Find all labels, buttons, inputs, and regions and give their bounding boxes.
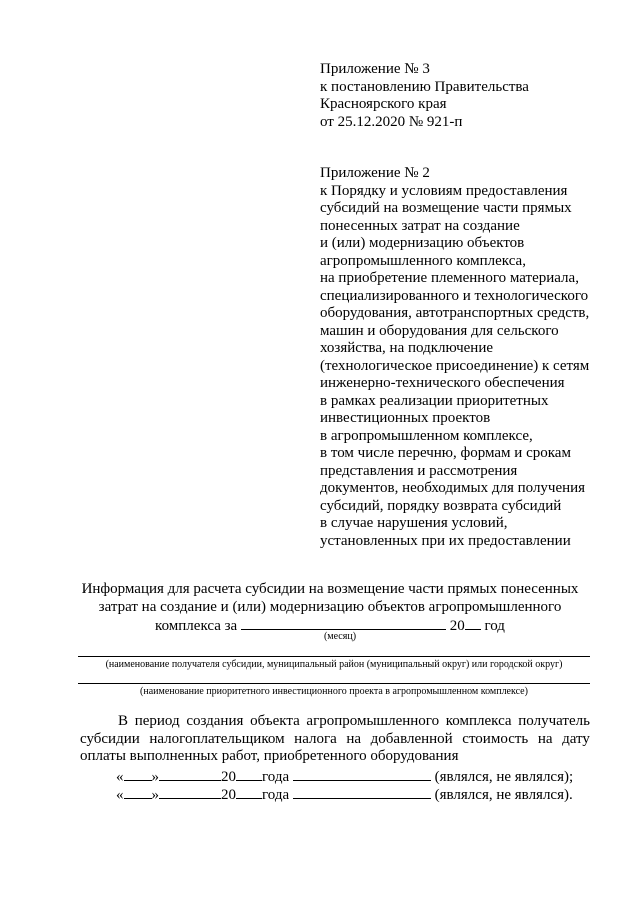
paragraph-word: комплекса xyxy=(445,713,512,729)
document-title xyxy=(60,580,600,635)
annex-2-line-3: субсидий на возмещение части прямых xyxy=(320,200,572,216)
open-quote: « xyxy=(116,787,124,803)
date-line-2 xyxy=(116,785,573,805)
annex-2-line-18: представления и рассмотрения xyxy=(320,462,518,479)
paragraph-word: на xyxy=(346,730,362,747)
paragraph-line-1 xyxy=(80,713,590,731)
month-blank xyxy=(241,616,446,630)
annex-3-line-3: Красноярского края xyxy=(320,96,447,112)
year-word: года xyxy=(262,769,290,785)
paragraph-word: налогоплательщиком xyxy=(149,730,285,747)
body-paragraph xyxy=(80,713,590,766)
year-blank xyxy=(236,785,262,799)
annex-2-line-19: документов, необходимых для получения xyxy=(320,480,586,496)
paragraph-word: стоимость xyxy=(462,730,529,747)
paragraph-word: создания xyxy=(186,713,244,729)
title-line-1: Информация для расчета субсидии на возмещение части прямых понесенных xyxy=(81,581,579,597)
paragraph-line-3: оплаты выполненных работ, приобретенного оборудования xyxy=(80,748,459,764)
annex-3-line-4: от 25.12.2020 № 921-п xyxy=(320,113,463,130)
annex-2-line-2: к Порядку и условиям предоставления xyxy=(320,182,568,199)
annex-2-line-9: оборудования, автотранспортных средств, xyxy=(320,305,590,321)
paragraph-word: период xyxy=(134,713,180,729)
annex-2-line-4: понесенных затрат на создание xyxy=(320,217,520,234)
paragraph-word: добавленной xyxy=(370,730,453,747)
close-quote: » xyxy=(151,787,159,803)
paragraph-word: В xyxy=(118,713,129,729)
close-quote: » xyxy=(151,769,159,785)
annex-2-line-22: установленных при их предоставлении xyxy=(320,532,571,549)
status-blank xyxy=(293,767,431,781)
month-caption: (месяц) xyxy=(323,631,357,642)
year-prefix: 20 xyxy=(221,787,236,803)
paragraph-word: агропромышленного xyxy=(306,713,440,729)
annex-2-line-1: Приложение № 2 xyxy=(320,165,430,181)
annex-2-line-5: и (или) модернизацию объектов xyxy=(320,235,525,251)
project-blank-line xyxy=(78,683,590,684)
annex-2-line-11: хозяйства, на подключение xyxy=(320,340,494,356)
project-caption: (наименование приоритетного инвестиционного проекта в агропромышленном комплексе) xyxy=(140,686,528,697)
date-line-1 xyxy=(116,767,573,787)
annex-2-line-14: в рамках реализации приоритетных xyxy=(320,392,549,409)
status-blank xyxy=(293,785,431,799)
recipient-blank-line xyxy=(78,656,590,657)
annex-2-line-13: инженерно-технического обеспечения xyxy=(320,375,565,391)
year-blank xyxy=(465,616,481,630)
title-year: 20 xyxy=(449,618,465,634)
status-note: (являлся, не являлся); xyxy=(434,769,574,785)
paragraph-word: получатель xyxy=(518,713,590,729)
annex-2-line-15: инвестиционных проектов xyxy=(320,410,491,426)
paragraph-word: налога xyxy=(294,730,337,747)
annex-2-line-21: в случае нарушения условий, xyxy=(320,515,508,531)
open-quote: « xyxy=(116,769,124,785)
annex-3-header xyxy=(320,61,529,131)
annex-2-header xyxy=(320,165,589,550)
title-line-2: затрат на создание и (или) модернизацию объектов агропромышленного xyxy=(98,599,562,615)
annex-2-line-17: в том числе перечню, формам и срокам xyxy=(320,445,571,461)
year-word: года xyxy=(262,787,290,803)
annex-2-line-10: машин и оборудования для сельского xyxy=(320,322,559,339)
day-blank xyxy=(124,767,152,781)
month-blank xyxy=(159,767,221,781)
paragraph-word: на xyxy=(537,730,553,747)
title-period-prefix: комплекса за xyxy=(155,618,238,634)
paragraph-word: дату xyxy=(562,730,590,747)
paragraph-line-2 xyxy=(80,731,590,749)
day-blank xyxy=(124,785,152,799)
recipient-caption: (наименование получателя субсидии, муниципальный район (муниципальный округ) или городской округ) xyxy=(105,659,563,670)
year-blank xyxy=(236,767,262,781)
paragraph-word: субсидии xyxy=(80,730,140,747)
annex-3-line-1: Приложение № 3 xyxy=(320,61,430,77)
year-prefix: 20 xyxy=(221,769,236,785)
annex-2-line-20: субсидий, порядку возврата субсидий xyxy=(320,497,562,514)
month-blank xyxy=(159,785,221,799)
annex-2-line-8: специализированного и технологического xyxy=(320,287,589,304)
annex-3-line-2: к постановлению Правительства xyxy=(320,78,529,95)
title-year-suffix: год xyxy=(484,618,505,634)
annex-2-line-6: агропромышленного комплекса, xyxy=(320,252,526,269)
annex-2-line-16: в агропромышленном комплексе, xyxy=(320,427,533,444)
paragraph-word: объекта xyxy=(250,713,300,729)
annex-2-line-7: на приобретение племенного материала, xyxy=(320,270,579,286)
annex-2-line-12: (технологическое присоединение) к сетям xyxy=(320,357,590,374)
status-note: (являлся, не являлся). xyxy=(434,787,573,803)
